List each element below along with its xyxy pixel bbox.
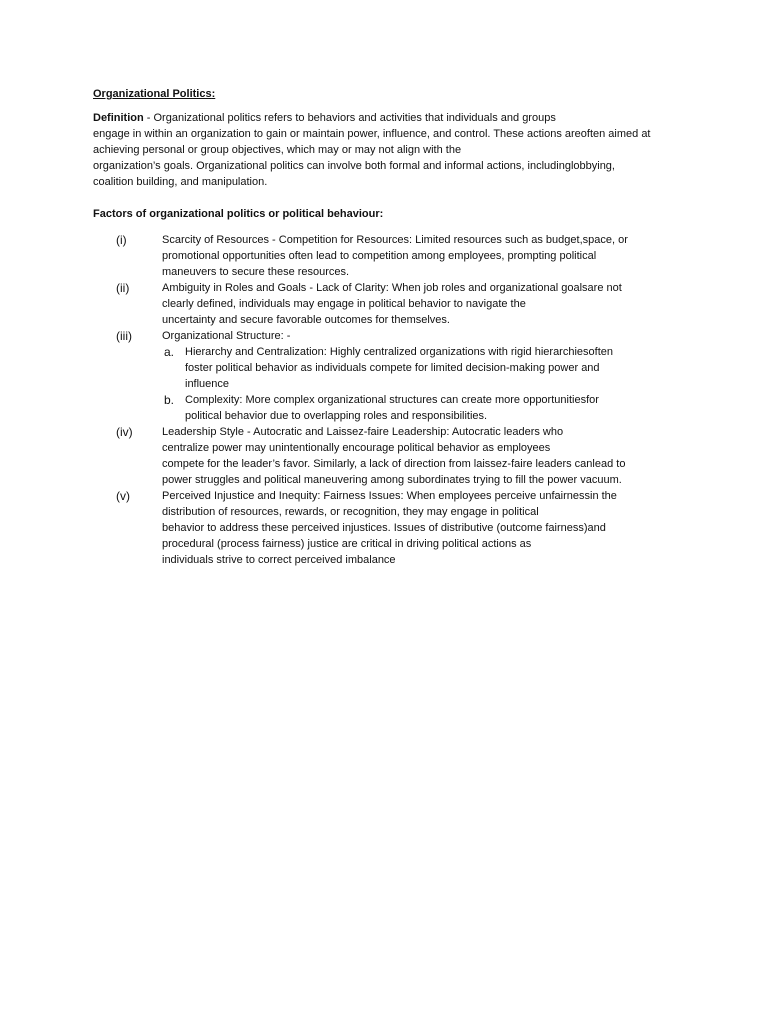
sub-list-item-label: b. [164, 393, 175, 407]
list-item-line: promotional opportunities often lead to competition among employees, prompting political [162, 250, 597, 262]
list-item-line: distribution of resources, rewards, or recognition, they may engage in political [162, 506, 539, 518]
list-item [93, 280, 703, 328]
definition-line: engage in within an organization to gain or maintain power, influence, and control. These actions areoften aimed at [93, 128, 651, 140]
definition-line: coalition building, and manipulation. [93, 176, 268, 188]
sub-list-item-line: foster political behavior as individuals compete for limited decision-making power and [185, 362, 600, 374]
page-title [93, 86, 703, 102]
sub-list-item-line: Complexity: More complex organizational structures can create more opportunitiesfor [185, 394, 599, 406]
list-item-number: (ii) [116, 281, 130, 295]
list-item-line: Leadership Style - Autocratic and Laissez-faire Leadership: Autocratic leaders who [162, 426, 564, 438]
definition-line-text: - Organizational politics refers to behaviors and activities that individuals and groups [143, 112, 556, 124]
list-item [93, 424, 703, 488]
definition-line: achieving personal or group objectives, which may or may not align with the [93, 144, 462, 156]
section-heading: Factors of organizational politics or political behaviour: [93, 208, 384, 220]
list-item-line: clearly defined, individuals may engage in political behavior to navigate the [162, 298, 526, 310]
list-item-line: Organizational Structure: - [162, 330, 291, 342]
list-item-line: uncertainty and secure favorable outcomes for themselves. [162, 314, 450, 326]
sub-list-item-line: influence [185, 378, 230, 390]
definition-label: Definition [93, 112, 144, 124]
list-item-line: Perceived Injustice and Inequity: Fairness Issues: When employees perceive unfairnessin the [162, 490, 617, 502]
list-item-line: individuals strive to correct perceived imbalance [162, 554, 396, 566]
list-item-number: (iii) [116, 329, 132, 343]
list-item-line: behavior to address these perceived injustices. Issues of distributive (outcome fairness)and [162, 522, 606, 534]
list-item-line: compete for the leader’s favor. Similarly, a lack of direction from laissez-faire leaders canlead to [162, 458, 626, 470]
page-title-text: Organizational Politics [93, 88, 212, 100]
list-item-line: centralize power may unintentionally encourage political behavior as employees [162, 442, 551, 454]
document-page [93, 86, 703, 568]
definition-line [93, 110, 703, 126]
list-item [93, 488, 703, 568]
sub-list-item-line: Hierarchy and Centralization: Highly centralized organizations with rigid hierarchiesoften [185, 346, 613, 358]
list-item-number: (i) [116, 233, 127, 247]
list-item-line: Ambiguity in Roles and Goals - Lack of Clarity: When job roles and organizational goalsare not [162, 282, 622, 294]
list-item [93, 232, 703, 280]
sub-list-item [162, 392, 703, 424]
page-title-colon: : [211, 88, 216, 100]
list-item-line: procedural (process fairness) justice are critical in driving political actions as [162, 538, 532, 550]
definition-paragraph [93, 110, 703, 190]
list-item-number: (iv) [116, 425, 133, 439]
definition-line: organization’s goals. Organizational politics can involve both formal and informal actions, includinglobbying, [93, 160, 615, 172]
list-item-line: power struggles and political maneuvering among subordinates trying to fill the power vacuum. [162, 474, 622, 486]
sub-list-item-line: political behavior due to overlapping roles and responsibilities. [185, 410, 488, 422]
sub-list-item [162, 344, 703, 392]
list-item [93, 328, 703, 424]
sub-list-item-label: a. [164, 345, 175, 359]
list-item-number: (v) [116, 489, 130, 503]
list-item-line: maneuvers to secure these resources. [162, 266, 350, 278]
list-item-line: Scarcity of Resources - Competition for Resources: Limited resources such as budget,space, or [162, 234, 628, 246]
